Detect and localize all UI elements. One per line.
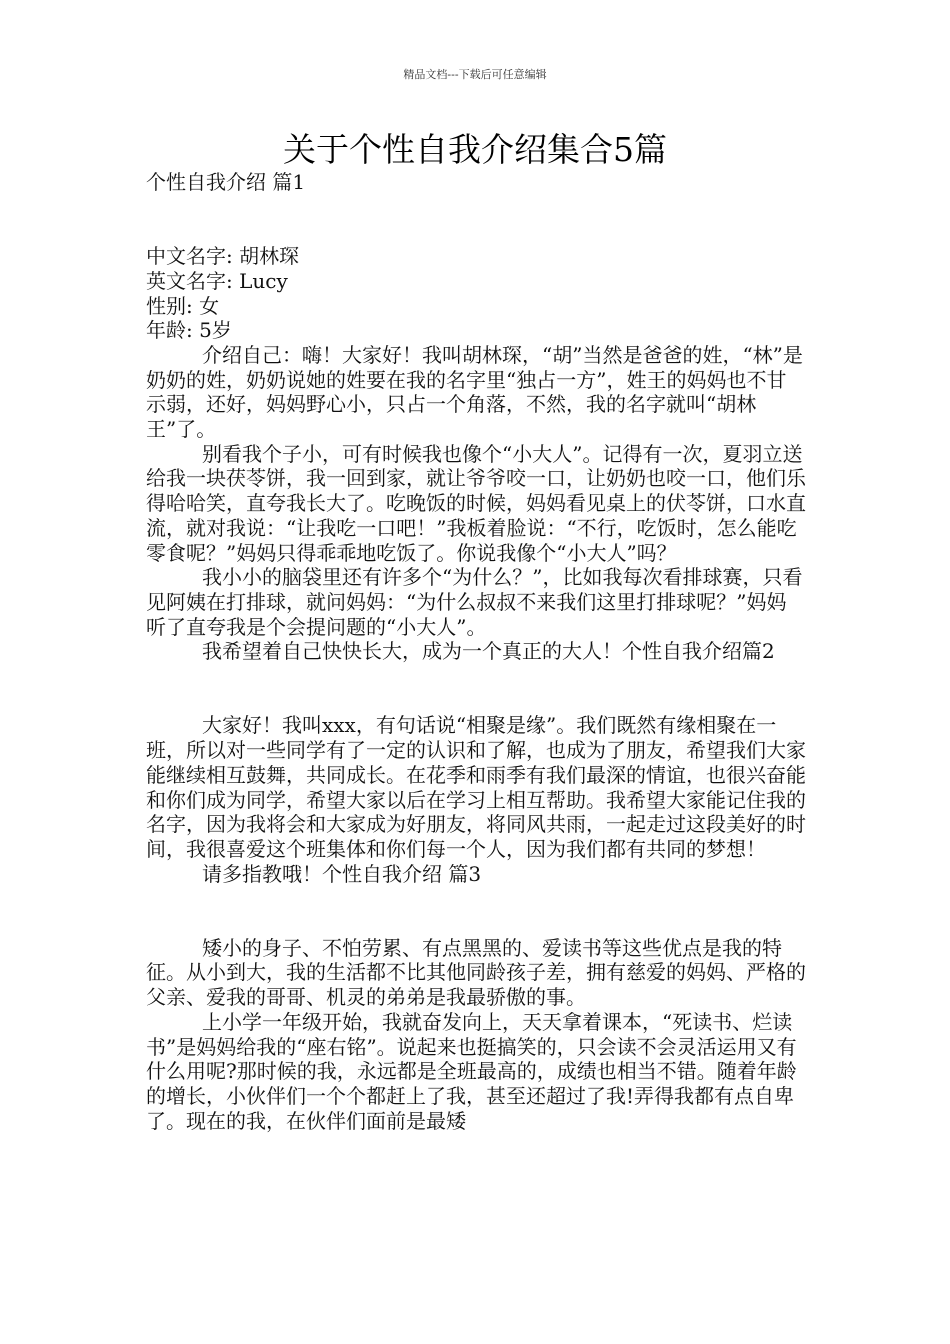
field-gender: 性别: 女: [146, 293, 220, 318]
paragraph: 矮小的身子、不怕劳累、有点黑黑的、爱读书等这些优点是我的特征。从小到大，我的生活都不比其他同龄孩子差，拥有慈爱的妈妈、严格的父亲、爱我的哥哥、机灵的弟弟是我最骄傲的事。: [146, 935, 806, 1010]
field-english-name: 英文名字: Lucy: [146, 268, 288, 293]
paragraph: 大家好！我叫xxx，有句话说“相聚是缘”。我们既然有缘相聚在一班，所以对一些同学有了一定的认识和了解，也成为了朋友，希望我们大家能继续相互鼓舞，共同成长。在花季和雨季有我们最深的情谊，也很兴奋能和你们成为同学，希望大家以后在学习上相互帮助。我希望大家能记住我的名字，因为我将会和大家成为好朋友，将同风共雨，一起走过这段美好的时间，我很喜爱这个班集体和你们每一个人，因为我们都有共同的梦想！: [146, 713, 806, 861]
paragraph: 请多指教哦！个性自我介绍 篇3: [202, 861, 482, 886]
section-1-heading: 个性自我介绍 篇1: [146, 170, 306, 194]
paragraph: 介绍自己：嗨！大家好！我叫胡林琛，“胡”当然是爸爸的姓，“林”是奶奶的姓，奶奶说她的姓要在我的名字里“独占一方”，姓王的妈妈也不甘示弱，还好，妈妈野心小，只占一个角落，不然，我的名字就叫“胡林王”了。: [146, 342, 803, 442]
paragraph: 上小学一年级开始，我就奋发向上，天天拿着课本，“死读书、烂读书”是妈妈给我的“座右铭”。说起来也挺搞笑的，只会读不会灵活运用又有什么用呢?那时候的我，永远都是全班最高的，成绩也相当不错。随着年龄的增长，小伙伴们一个个都赶上了我，甚至还超过了我!弄得我都有点自卑了。现在的我，在伙伴们面前是最矮: [146, 1009, 797, 1133]
field-age: 年龄: 5岁: [146, 318, 232, 343]
paragraph: 别看我个子小，可有时候我也像个“小大人”。记得有一次，夏羽立送给我一块茯苓饼，我一回到家，就让爷爷咬一口，让奶奶也咬一口，他们乐得哈哈笑，直夸我长大了。吃晚饭的时候，妈妈看见桌上的伏苓饼，口水直流，就对我说：“让我吃一口吧！”我板着脸说：“不行，吃饭时，怎么能吃零食呢？”妈妈只得乖乖地吃饭了。你说我像个“小大人”吗？: [146, 441, 806, 565]
blank-space: [146, 886, 806, 935]
document-title: 关于个性自我介绍集合5篇: [283, 130, 667, 169]
blank-space: [146, 195, 806, 244]
page-header-note: 精品文档---下载后可任意编辑: [403, 68, 547, 81]
field-chinese-name: 中文名字: 胡林琛: [146, 244, 300, 269]
paragraph: 我小小的脑袋里还有许多个“为什么？”，比如我每次看排球赛，只看见阿姨在打排球，就问妈妈：“为什么叔叔不来我们这里打排球呢？”妈妈听了直夸我是个会提问题的“小大人”。: [146, 565, 803, 639]
document-body: [146, 170, 806, 1133]
blank-space: [146, 664, 806, 713]
paragraph: 我希望着自己快快长大，成为一个真正的大人！个性自我介绍篇2: [202, 639, 775, 664]
